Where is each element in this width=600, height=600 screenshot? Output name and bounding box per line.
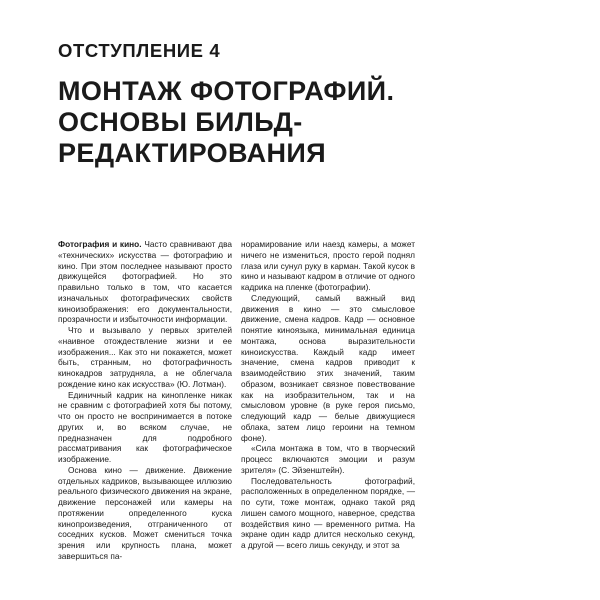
paragraph: Следующий, самый важный вид движения в кино — это смысловое движение, смена кадров. Кадр — основное понятие киноязыка, минимальная единица монтажа, основа выразительности киноискусства. Каждый кадр имеет значение, смена кадров приводит к взаимодействию этих значений, таким образом, возникает связное повествование как на изобразительном, так и на смысловом уровне (в руке героя письмо, следующий кадр — белые движущиеся облака, затем лицо героини на темном фоне). xyxy=(241,292,415,443)
chapter-title-line-1: МОНТАЖ ФОТОГРАФИЙ. xyxy=(58,76,395,106)
chapter-label: ОТСТУПЛЕНИЕ 4 xyxy=(58,40,221,61)
paragraph xyxy=(58,239,232,325)
paragraph: норамирование или наезд камеры, а может ничего не измениться, просто герой поднял глаза или сунул руку в карман. Такой кусок в кино и называют кадром в отличие от одного кадрика на пленке (фотографии). xyxy=(241,239,415,292)
text-column-right xyxy=(241,239,415,551)
paragraph: Что и вызывало у первых зрителей «наивное отождествление жизни и ее изображения... Как это ни покажется, может быть, странным, но фотографичность кинокадров затрудняла, а не облегчала рождение кино как искусства» (Ю. Лотман). xyxy=(58,325,232,389)
text-column-left xyxy=(58,239,232,562)
paragraph: «Сила монтажа в том, что в творческий процесс включаются эмоции и разум зрителя» (С. Эйзенштейн). xyxy=(241,443,415,475)
chapter-title xyxy=(58,76,394,169)
paragraph: Основа кино — движение. Движение отдельных кадриков, вызывающее иллюзию реального физического движения на экране, движение персонажей или камеры на протяжении определенного куска кинопроизведения, отграниченного от соседних кусков. Может смениться точка зрения или крупность плана, может завершиться па- xyxy=(58,464,232,561)
chapter-title-line-2: ОСНОВЫ БИЛЬД- xyxy=(58,107,303,137)
paragraph-lead: Фотография и кино. xyxy=(58,239,142,249)
chapter-title-line-3: РЕДАКТИРОВАНИЯ xyxy=(58,138,327,168)
paragraph-text: Часто сравнивают два «технических» искусства — фотографию и кино. При этом последнее называют просто движущейся фотографией. Но это правильно только в том, что касается изначальных фотографических свойств киноизображения: его документальности, прозрачности и избыточности информации. xyxy=(58,239,232,325)
paragraph: Последовательность фотографий, расположенных в определенном порядке, — по сути, тоже монтаж, однако такой ряд лишен самого мощного, наверное, средства воздействия кино — временного ритма. На экране один кадр длится несколько секунд, а другой — всего лишь секунду, и этот за xyxy=(241,475,415,550)
paragraph: Единичный кадрик на кинопленке никак не сравним с фотографией хотя бы потому, что он просто не воспринимается в потоке других и, во всяком случае, не предназначен для подробного рассматривания как фотографическое изображение. xyxy=(58,389,232,464)
